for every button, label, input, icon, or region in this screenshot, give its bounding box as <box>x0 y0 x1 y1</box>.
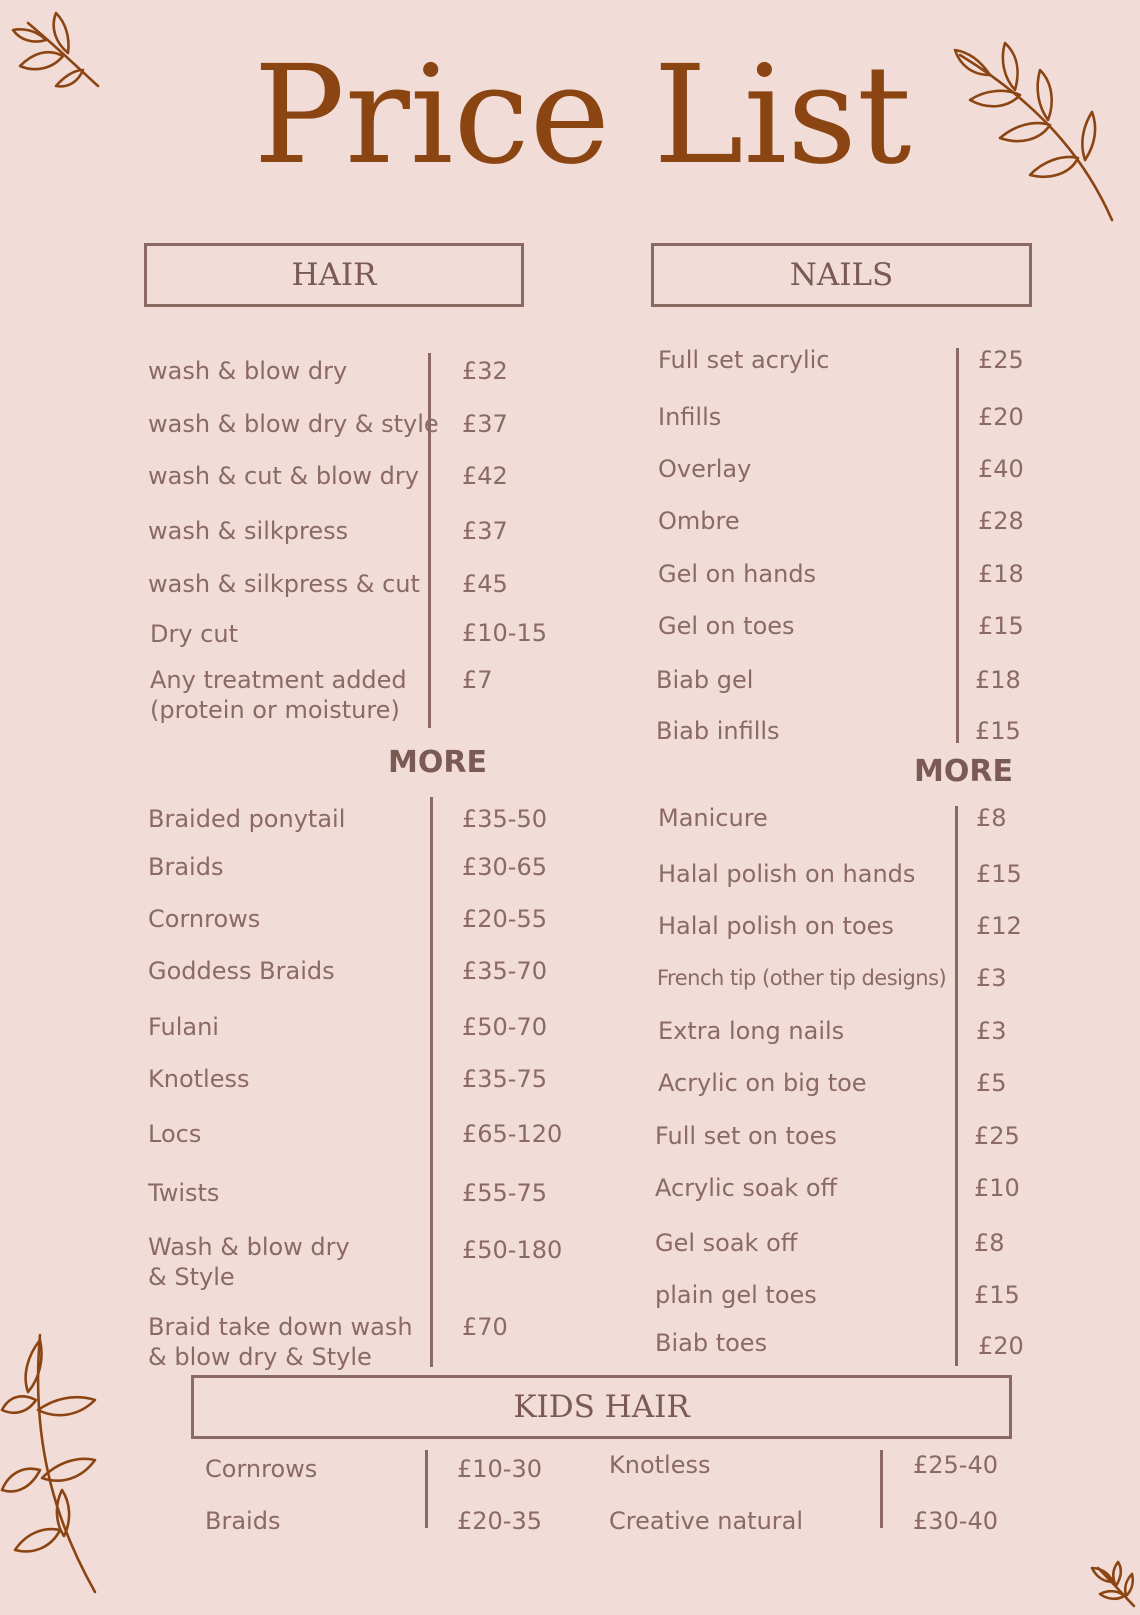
list-item: Extra long nails <box>658 1017 845 1045</box>
list-item: Full set acrylic <box>658 346 830 374</box>
list-item-price: £30-40 <box>913 1507 999 1535</box>
list-item-price: £40 <box>978 455 1024 483</box>
list-item-price: £15 <box>978 612 1024 640</box>
list-item-price: £10-30 <box>457 1455 543 1483</box>
list-item-price: £18 <box>975 666 1021 694</box>
list-item-price: £10-15 <box>462 619 548 647</box>
list-item: Halal polish on toes <box>658 912 894 940</box>
list-item-price: £35-75 <box>462 1065 548 1093</box>
list-item-price: £12 <box>976 912 1022 940</box>
list-item: Cornrows <box>148 905 261 933</box>
list-item-price: £18 <box>978 560 1024 588</box>
list-item-price: £15 <box>975 717 1021 745</box>
list-item-price: £37 <box>462 517 508 545</box>
list-item: Halal polish on hands <box>658 860 916 888</box>
list-item-price: £30-65 <box>462 853 548 881</box>
list-item-price: £20 <box>978 403 1024 431</box>
list-item: Acrylic soak off <box>655 1174 838 1202</box>
list-item-price: £65-120 <box>462 1120 563 1148</box>
list-item: Gel soak off <box>655 1229 798 1257</box>
list-item-price: £7 <box>462 666 493 694</box>
list-item-price: £55-75 <box>462 1179 548 1207</box>
list-item: Fulani <box>148 1013 219 1041</box>
list-item-price: £10 <box>974 1174 1020 1202</box>
list-item-price: £20 <box>978 1332 1024 1360</box>
list-item: Locs <box>148 1120 202 1148</box>
list-item-price: £70 <box>462 1313 508 1341</box>
list-item: wash & blow dry <box>148 357 348 385</box>
list-item: Goddess Braids <box>148 957 335 985</box>
hair-more-divider <box>430 797 433 1367</box>
kids-left-divider <box>425 1450 428 1528</box>
nails-more-divider <box>955 806 958 1366</box>
leaf-sprig-icon-bottom-right <box>1088 1560 1138 1610</box>
list-item-price: £28 <box>978 507 1024 535</box>
list-item: Biab gel <box>656 666 754 694</box>
list-item-price: £32 <box>462 357 508 385</box>
list-item-price: £20-35 <box>457 1507 543 1535</box>
list-item-price: £3 <box>976 964 1007 992</box>
list-item: Full set on toes <box>655 1122 837 1150</box>
list-item: Any treatment added <box>150 666 407 694</box>
list-item-price: £42 <box>462 462 508 490</box>
list-item: wash & silkpress <box>148 517 349 545</box>
list-item-subtext: & blow dry & Style <box>148 1343 372 1371</box>
list-item-subtext: (protein or moisture) <box>150 696 400 724</box>
leaf-sprig-icon-bottom-left <box>0 1330 105 1600</box>
list-item-price: £5 <box>976 1069 1007 1097</box>
list-item-price: £8 <box>974 1229 1005 1257</box>
hair-more-label: MORE <box>388 745 487 780</box>
list-item-price: £45 <box>462 570 508 598</box>
nails-divider <box>956 348 959 743</box>
kids-hair-heading: KIDS HAIR <box>191 1375 1012 1439</box>
list-item-price: £3 <box>976 1017 1007 1045</box>
list-item: Infills <box>658 403 722 431</box>
list-item-price: £8 <box>976 804 1007 832</box>
list-item: Braided ponytail <box>148 805 346 833</box>
list-item-price: £35-70 <box>462 957 548 985</box>
list-item: Wash & blow dry <box>148 1233 350 1261</box>
list-item: Braids <box>148 853 224 881</box>
list-item-price: £25 <box>978 346 1024 374</box>
list-item-price: £15 <box>976 860 1022 888</box>
list-item-price: £25-40 <box>913 1451 999 1479</box>
list-item: French tip (other tip designs) <box>657 966 947 990</box>
nails-more-label: MORE <box>914 754 1013 789</box>
list-item: Biab toes <box>655 1329 768 1357</box>
list-item: Twists <box>148 1179 220 1207</box>
list-item: plain gel toes <box>655 1281 817 1309</box>
list-item: Braids <box>205 1507 281 1535</box>
page-title: Price List <box>253 37 912 195</box>
list-item: wash & silkpress & cut <box>148 570 420 598</box>
list-item-price: £15 <box>974 1281 1020 1309</box>
list-item: Dry cut <box>150 620 238 648</box>
list-item-price: £50-180 <box>462 1236 563 1264</box>
list-item: Acrylic on big toe <box>658 1069 867 1097</box>
list-item-price: £35-50 <box>462 805 548 833</box>
list-item: Cornrows <box>205 1455 318 1483</box>
list-item: Braid take down wash <box>148 1313 413 1341</box>
list-item: Ombre <box>658 507 740 535</box>
list-item-subtext: & Style <box>148 1263 235 1291</box>
list-item: wash & cut & blow dry <box>148 462 419 490</box>
list-item-price: £25 <box>974 1122 1020 1150</box>
list-item-price: £37 <box>462 410 508 438</box>
kids-right-divider <box>880 1450 883 1528</box>
list-item: Knotless <box>148 1065 250 1093</box>
nails-heading: NAILS <box>651 243 1032 307</box>
list-item: Knotless <box>609 1451 711 1479</box>
list-item: wash & blow dry & style <box>148 410 439 438</box>
hair-heading: HAIR <box>144 243 524 307</box>
list-item: Overlay <box>658 455 752 483</box>
list-item-price: £50-70 <box>462 1013 548 1041</box>
list-item: Gel on toes <box>658 612 795 640</box>
list-item: Creative natural <box>609 1507 804 1535</box>
list-item: Biab infills <box>656 717 780 745</box>
list-item: Manicure <box>658 804 768 832</box>
list-item-price: £20-55 <box>462 905 548 933</box>
list-item: Gel on hands <box>658 560 817 588</box>
